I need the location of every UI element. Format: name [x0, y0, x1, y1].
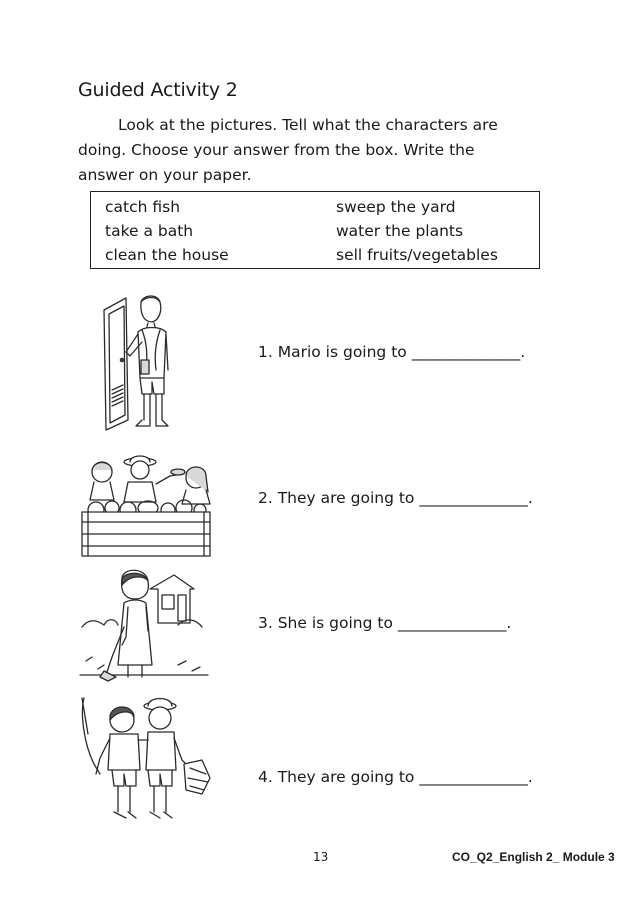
question-2: 2. They are going to ______________.: [258, 489, 533, 507]
choice-sell-fruits: sell fruits/vegetables: [336, 246, 498, 264]
activity-title: Guided Activity 2: [78, 79, 238, 101]
choice-clean-house: clean the house: [105, 246, 229, 264]
fruit-vendors-illustration: [78, 452, 214, 560]
module-code: CO_Q2_English 2_ Module 3: [452, 850, 615, 864]
question-1: 1. Mario is going to ______________.: [258, 343, 526, 361]
question-4: 4. They are going to ______________.: [258, 768, 533, 786]
choice-sweep-yard: sweep the yard: [336, 198, 456, 216]
choice-water-plants: water the plants: [336, 222, 464, 240]
page-number: 13: [313, 850, 329, 864]
question-3: 3. She is going to ______________.: [258, 614, 512, 632]
choice-take-bath: take a bath: [105, 222, 194, 240]
answer-choices-box: [90, 191, 540, 269]
choice-catch-fish: catch fish: [105, 198, 181, 216]
instructions-line-2: doing. Choose your answer from the box. Write the: [78, 141, 475, 159]
girl-sweeping-illustration: [78, 565, 210, 683]
instructions: [78, 113, 548, 188]
boy-at-door-illustration: [96, 290, 186, 435]
instructions-line-1: Look at the pictures. Tell what the characters are: [118, 116, 498, 134]
instructions-line-3: answer on your paper.: [78, 166, 252, 184]
boys-fishing-illustration: [78, 694, 218, 824]
